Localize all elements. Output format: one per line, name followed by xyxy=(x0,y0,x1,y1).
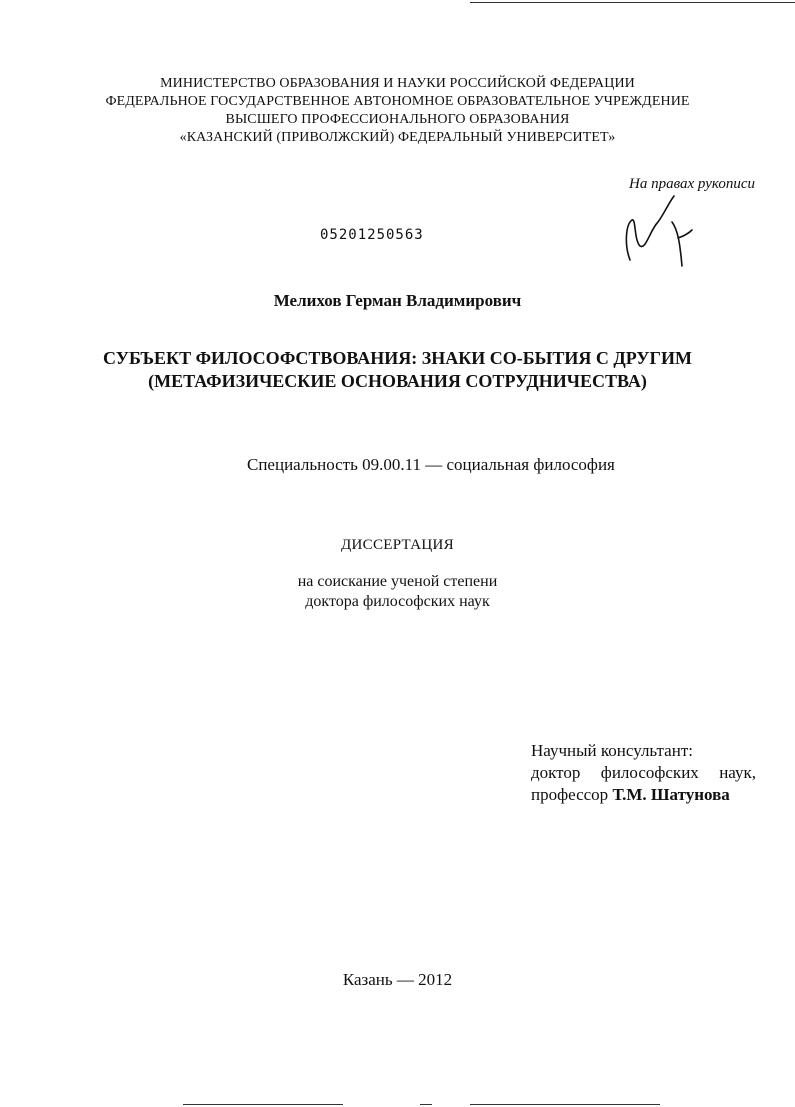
author-name: Мелихов Герман Владимирович xyxy=(273,291,522,310)
advisor-title-line xyxy=(531,784,756,806)
scan-line-bottom-left xyxy=(183,1104,343,1105)
scientific-advisor xyxy=(531,740,756,806)
specialty: Специальность 09.00.11 — социальная философия xyxy=(247,455,615,474)
document-type: ДИССЕРТАЦИЯ xyxy=(341,537,454,553)
scan-line-bottom-right xyxy=(420,1104,432,1105)
document-code: 05201250563 xyxy=(320,227,424,243)
scan-line-bottom-right-2 xyxy=(470,1104,660,1105)
advisor-title: профессор xyxy=(531,785,609,804)
signature xyxy=(620,194,700,269)
ministry-header xyxy=(0,75,795,147)
header-line: ФЕДЕРАЛЬНОЕ ГОСУДАРСТВЕННОЕ АВТОНОМНОЕ ОБРАЗОВАТЕЛЬНОЕ УЧРЕЖДЕНИЕ xyxy=(105,94,690,109)
advisor-degree: доктор философских наук, xyxy=(531,763,756,782)
city-year: Казань — 2012 xyxy=(342,970,453,989)
degree-line: доктора философских наук xyxy=(305,593,490,610)
title-line: СУБЪЕКТ ФИЛОСОФСТВОВАНИЯ: ЗНАКИ СО-БЫТИЯ С ДРУГИМ xyxy=(103,348,692,368)
degree-line: на соискание ученой степени xyxy=(297,573,498,590)
header-line: МИНИСТЕРСТВО ОБРАЗОВАНИЯ И НАУКИ РОССИЙСКОЙ ФЕДЕРАЦИИ xyxy=(160,76,635,91)
dissertation-title xyxy=(0,347,795,393)
header-line: «КАЗАНСКИЙ (ПРИВОЛЖСКИЙ) ФЕДЕРАЛЬНЫЙ УНИВЕРСИТЕТ» xyxy=(179,130,616,145)
rights-note: На правах рукописи xyxy=(629,176,755,192)
advisor-name: Т.М. Шатунова xyxy=(612,785,730,804)
degree-sought xyxy=(0,572,795,612)
title-line: (МЕТАФИЗИЧЕСКИЕ ОСНОВАНИЯ СОТРУДНИЧЕСТВА) xyxy=(148,371,647,391)
header-line: ВЫСШЕГО ПРОФЕССИОНАЛЬНОГО ОБРАЗОВАНИЯ xyxy=(225,112,570,127)
advisor-role: Научный консультант: xyxy=(531,741,693,760)
scan-line-top xyxy=(470,2,795,3)
